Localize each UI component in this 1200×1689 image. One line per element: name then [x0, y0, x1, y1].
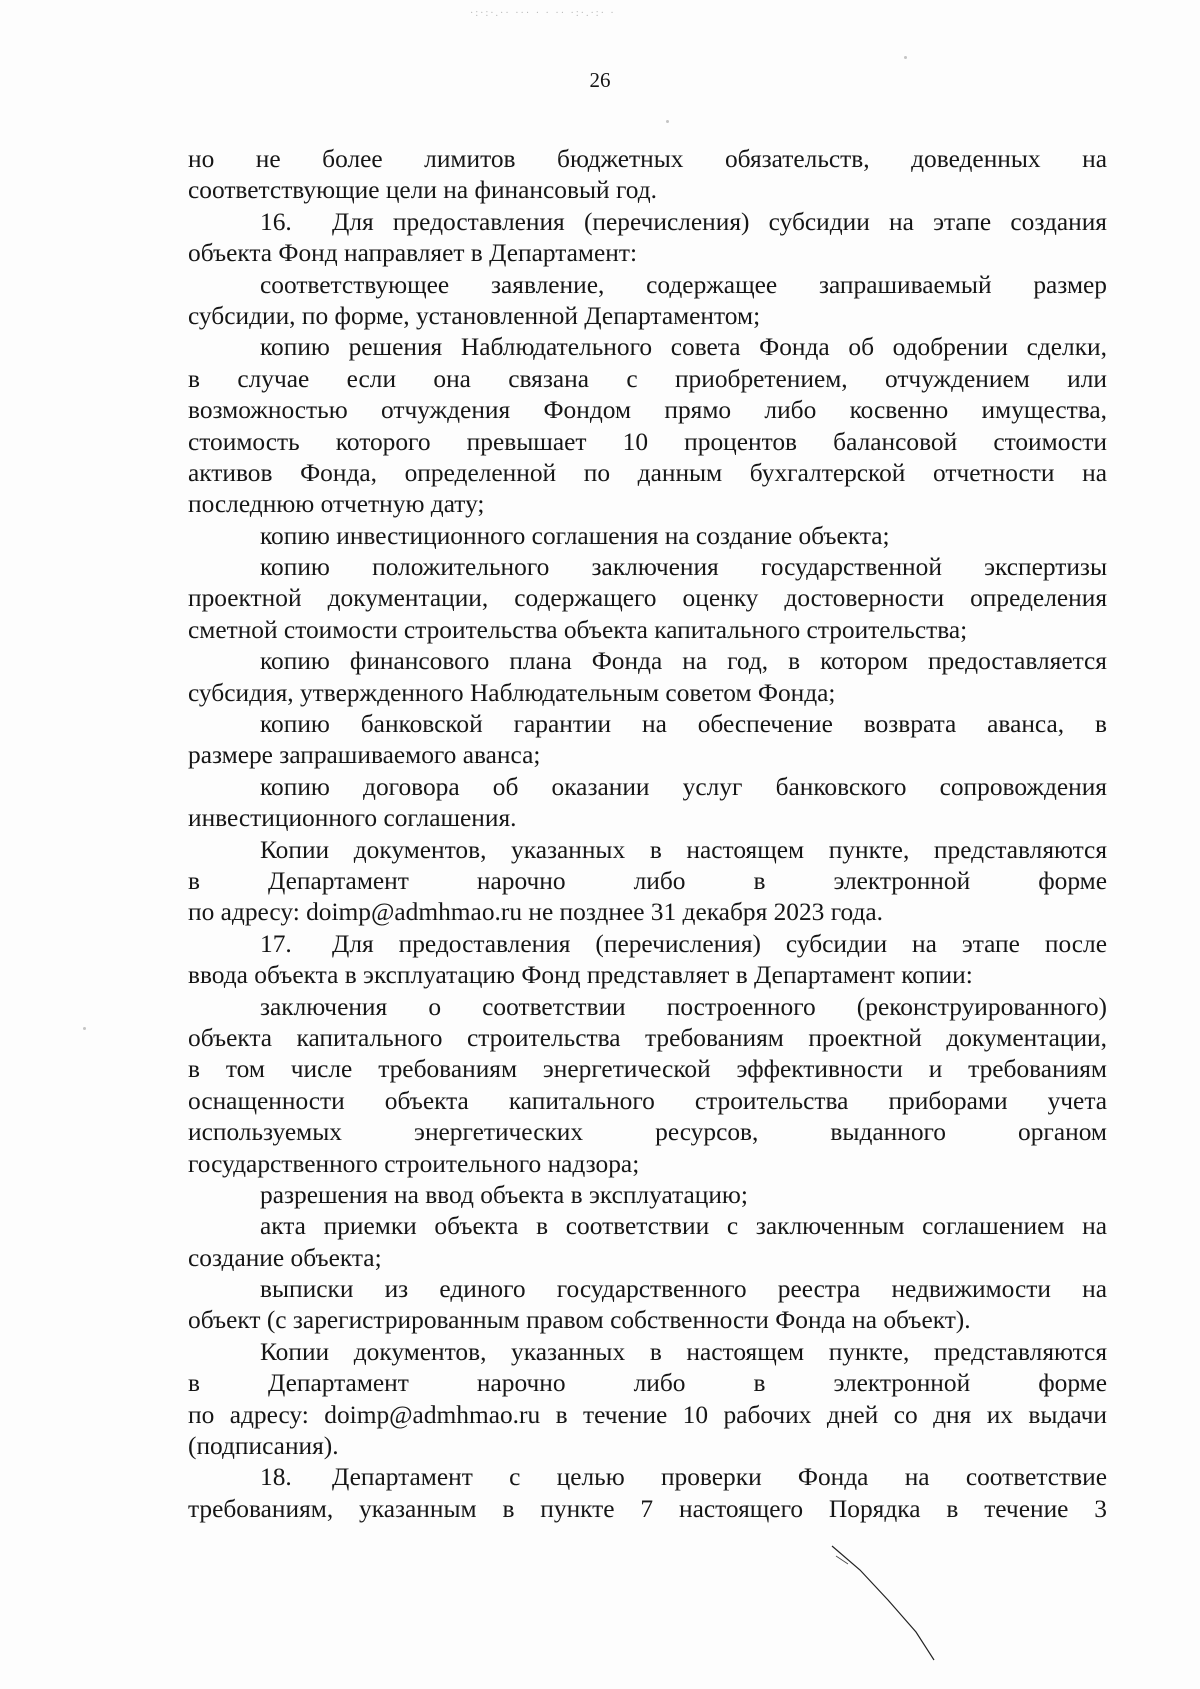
text-line: объекта Фонд направляет в Департамент: — [188, 239, 638, 268]
text-line: копию финансового плана Фонда на год, в котором предоставляется — [260, 647, 1107, 676]
text-line: возможностью отчуждения Фондом прямо либо косвенно имущества, — [188, 396, 1107, 425]
text-line: копию решения Наблюдательного совета Фонда об одобрении сделки, — [260, 333, 1107, 362]
text-line: акта приемки объекта в соответствии с заключенным соглашением на — [260, 1212, 1107, 1241]
text-line: последнюю отчетную дату; — [188, 490, 485, 519]
text-line: выписки из единого государственного реестра недвижимости на — [260, 1275, 1107, 1304]
clause-text: Департамент с целью проверки Фонда на соответствие — [332, 1463, 1107, 1492]
text-line: копию банковской гарантии на обеспечение возврата аванса, в — [260, 710, 1107, 739]
text-line: размере запрашиваемого аванса; — [188, 741, 541, 770]
clause-number: 18. — [260, 1463, 292, 1492]
clause-number: 16. — [260, 207, 292, 236]
clause-number: 17. — [260, 929, 292, 958]
text-line: активов Фонда, определенной по данным бухгалтерской отчетности на — [188, 458, 1107, 487]
text-line: субсидия, утвержденного Наблюдательным советом Фонда; — [188, 678, 836, 707]
text-line: в том числе требованиям энергетической эффективности и требованиям — [188, 1055, 1107, 1084]
text-line: в Департамент нарочно либо в электронной форме — [188, 1369, 1107, 1398]
text-line: в случае если она связана с приобретением, отчуждением или — [188, 364, 1107, 393]
text-line: требованиям, указанным в пункте 7 настоящего Порядка в течение 3 — [188, 1494, 1107, 1523]
text-line: по адресу: doimp@admhmao.ru не позднее 31 декабря 2023 года. — [188, 898, 884, 927]
page-number: 26 — [589, 68, 611, 92]
text-line: разрешения на ввод объекта в эксплуатацию; — [260, 1180, 748, 1209]
text-line: проектной документации, содержащего оценку достоверности определения — [188, 584, 1107, 613]
text-line: объект (с зарегистрированным правом собственности Фонда на объект). — [188, 1306, 971, 1335]
text-line: инвестиционного соглашения. — [188, 804, 517, 833]
scan-artifact: ·:·:·.·· ··· · · ·· ·:·.·:· · — [470, 8, 616, 19]
text-line: копию договора об оказании услуг банковского сопровождения — [260, 772, 1107, 801]
text-line: соответствующее заявление, содержащее запрашиваемый размер — [260, 270, 1107, 299]
text-line: по адресу: doimp@admhmao.ru в течение 10 рабочих дней со дня их выдачи — [188, 1400, 1107, 1429]
text-line: (подписания). — [188, 1432, 339, 1461]
text-line: объекта капитального строительства требованиям проектной документации, — [188, 1023, 1107, 1052]
text-line: заключения о соответствии построенного (реконструированного) — [260, 992, 1107, 1021]
text-line: ввода объекта в эксплуатацию Фонд представляет в Департамент копии: — [188, 961, 973, 990]
text-line: соответствующие цели на финансовый год. — [188, 176, 657, 205]
text-line: создание объекта; — [188, 1243, 382, 1272]
text-line: государственного строительного надзора; — [188, 1149, 640, 1178]
text-line: копию положительного заключения государственной экспертизы — [260, 553, 1107, 582]
text-line: стоимость которого превышает 10 процентов балансовой стоимости — [188, 427, 1107, 456]
text-line: Копии документов, указанных в настоящем пункте, представляются — [260, 835, 1107, 864]
clause-text: Для предоставления (перечисления) субсидии на этапе создания — [332, 207, 1107, 236]
text-line: в Департамент нарочно либо в электронной форме — [188, 866, 1107, 895]
text-line: сметной стоимости строительства объекта капитального строительства; — [188, 615, 968, 644]
clause-text: Для предоставления (перечисления) субсидии на этапе после — [332, 929, 1107, 958]
text-line: оснащенности объекта капитального строительства приборами учета — [188, 1086, 1107, 1115]
text-line: но не более лимитов бюджетных обязательств, доведенных на — [188, 145, 1107, 173]
text-line: Копии документов, указанных в настоящем пункте, представляются — [260, 1337, 1107, 1366]
text-line: субсидии, по форме, установленной Департаментом; — [188, 301, 761, 330]
text-line: копию инвестиционного соглашения на создание объекта; — [260, 521, 890, 550]
text-line: используемых энергетических ресурсов, выданного органом — [188, 1118, 1107, 1147]
